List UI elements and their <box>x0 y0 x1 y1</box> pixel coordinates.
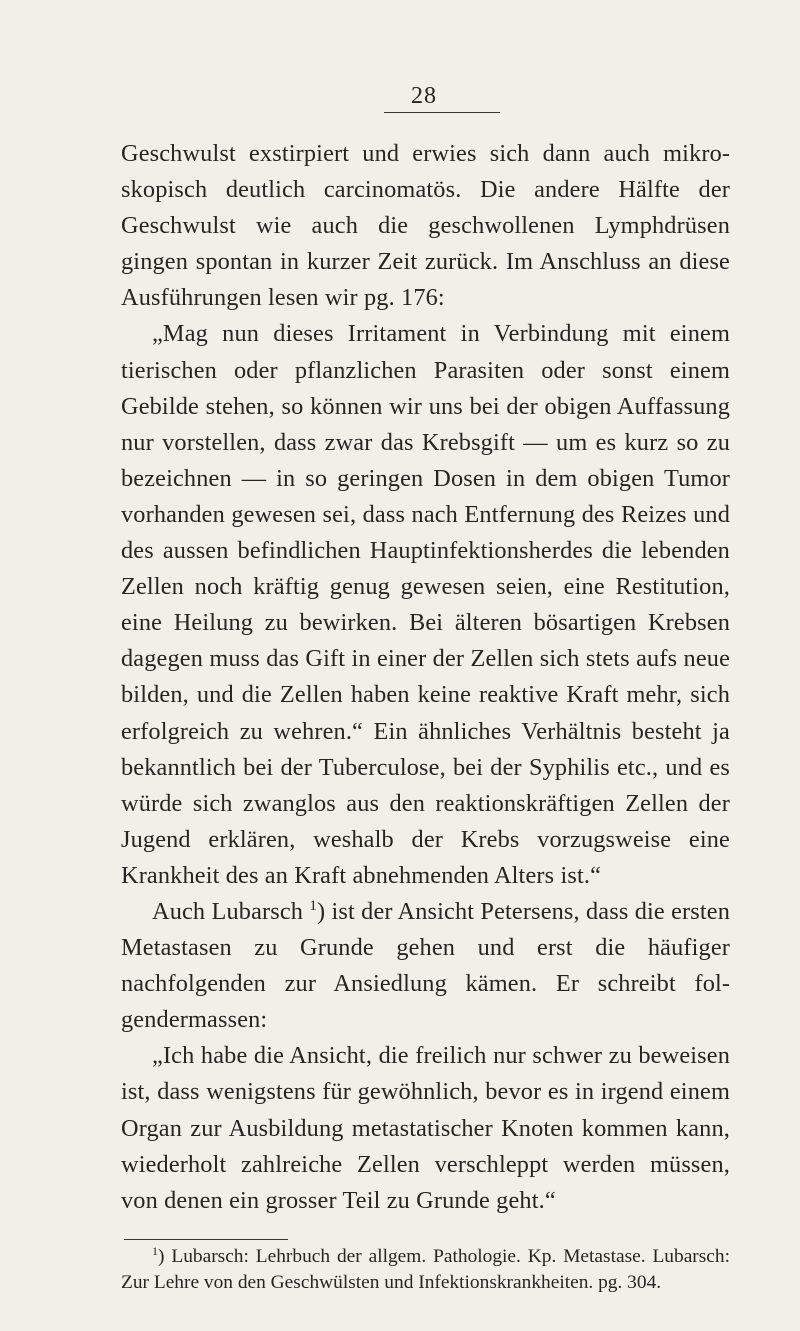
paragraph-quote-irritament: „Mag nun dieses Irritament in Verbindung mit einem tierischen oder pflanzlichen Parasiten oder sonst einem Gebilde stehen, so können wir uns bei der obigen Auffassung nur vorstellen, dass zwar das Krebsgift — um es kurz so zu bezeichnen — in so geringen Dosen in dem obigen Tumor vorhanden gewesen sei, dass nach Entfernung des Reizes und des aussen befindlichen Hauptinfektionsherdes die lebenden Zellen noch kräftig genug gewesen seien, eine Restitution, eine Heilung zu bewirken. Bei älteren bösartigen Krebsen dagegen muss das Gift in einer der Zellen sich stets aufs neue bilden, und die Zellen haben keine reaktive Kraft mehr, sich erfolgreich zu wehren.“ Ein ähnliches Verhältnis besteht ja bekanntlich bei der Tuberculose, bei der Syphilis etc., und es würde sich zwanglos aus den reaktionskräftigen Zellen der Jugend erklären, weshalb der Krebs vorzugsweise eine Krankheit des an Kraft abnehmenden Alters ist.“ <box>121 320 730 889</box>
paragraph-lubarsch <box>121 894 730 1038</box>
paragraph-quote-lubarsch <box>121 1038 730 1218</box>
opening-quote-mark: „ <box>152 1042 163 1070</box>
paragraph-continuation: Geschwulst exstirpiert und erwies sich dann auch mikroskopisch deutlich carcinomatös. Die andere Hälfte der Geschwulst wie auch die geschwollenen Lymphdrüsen gingen spontan in kurzer Zeit zurück. Im Anschluss an diese Ausführungen lesen wir pg. 176: <box>121 140 730 312</box>
paragraph-quote-lubarsch-text: Ich habe die Ansicht, die freilich nur schwer zu beweisen ist, dass wenigstens für gewöhnlich, bevor es in irgend einem Organ zur Ausbildung metastatischer Knoten kommen kann, wiederholt zahlreiche Zellen verschleppt werden müssen, von denen ein grosser Teil zu Grunde geht.“ <box>121 1042 730 1214</box>
paragraph-lubarsch-rest: ) ist der Ansicht Petersens, dass die ersten Metastasen zu Grunde gehen und erst die häufiger nachfolgenden zur Ansiedlung kämen. Er schreibt folgendermassen: <box>121 897 730 1034</box>
footnote-text: ) Lubarsch: Lehrbuch der allgem. Pathologie. Kp. Metastase. Lubarsch: Zur Lehre von den Geschwülsten und Infektionskrankheiten. pg. 304. <box>121 1246 730 1293</box>
main-text <box>121 136 730 1219</box>
footnote-marker: 1 <box>152 1243 159 1258</box>
footnote-reference: 1 <box>309 897 318 914</box>
paragraph-lubarsch-lead: Auch Lubarsch <box>152 897 310 925</box>
page-number: 28 <box>411 83 437 109</box>
footnote <box>121 1244 730 1295</box>
header-rule <box>384 112 500 113</box>
footnote-rule <box>124 1239 288 1240</box>
